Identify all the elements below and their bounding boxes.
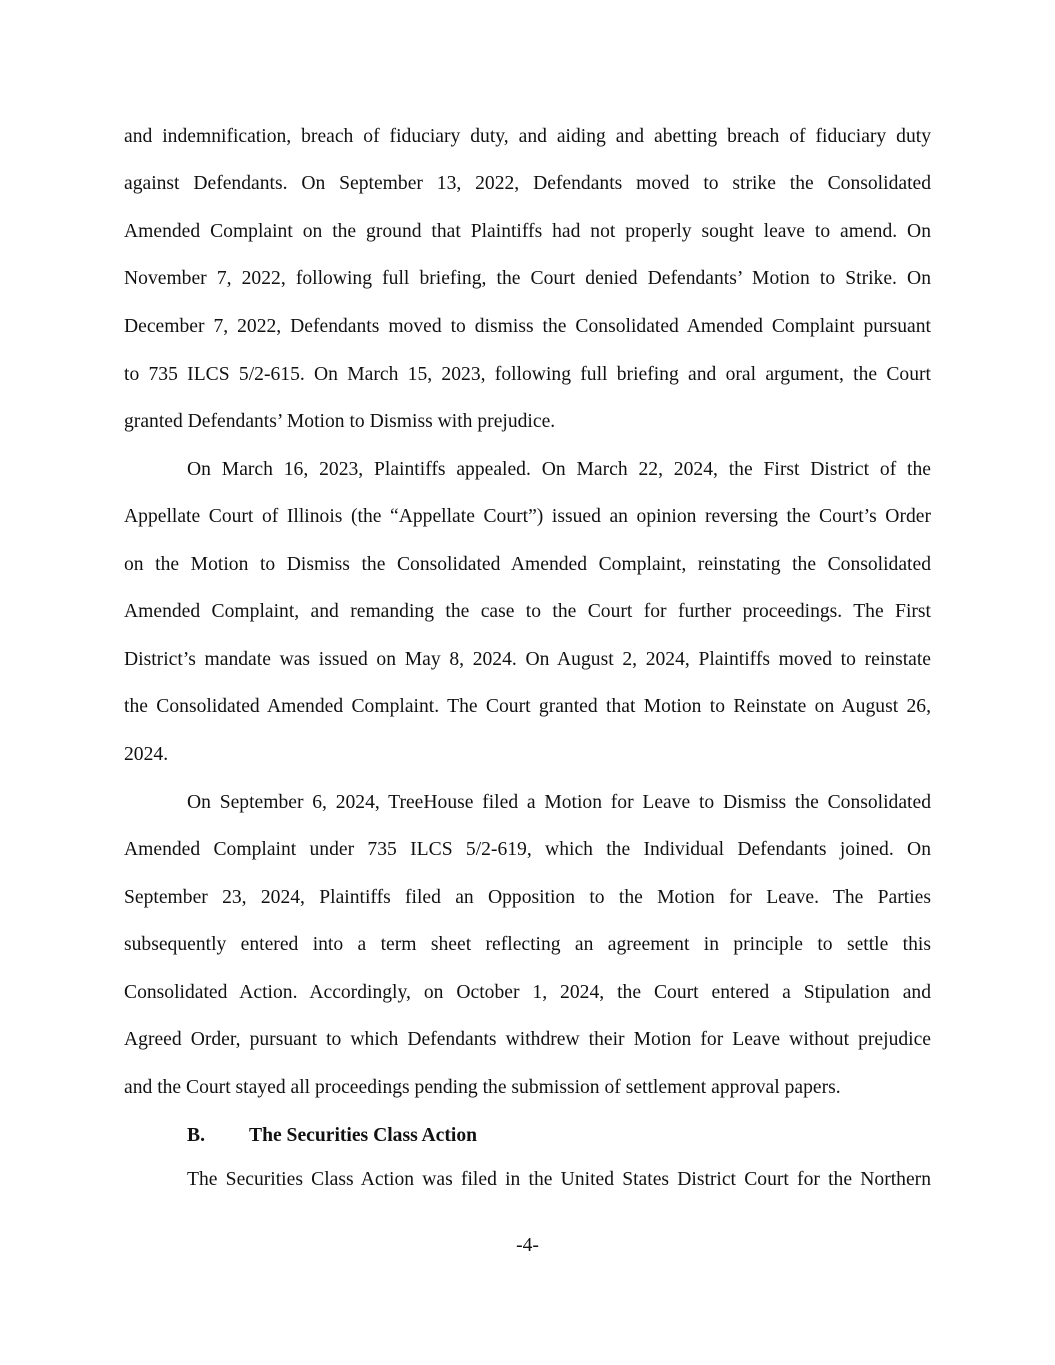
paragraph-3-line-3: September 23, 2024, Plaintiffs filed an Opposition to the Motion for Leave. The Parties bbox=[124, 887, 931, 908]
page-number: -4- bbox=[516, 1235, 539, 1256]
paragraph-1-line-6: to 735 ILCS 5/2-615. On March 15, 2023, following full briefing and oral argument, the Court bbox=[124, 364, 931, 385]
section-letter: B. bbox=[187, 1125, 205, 1146]
paragraph-1-line-3: Amended Complaint on the ground that Plaintiffs had not properly sought leave to amend. On bbox=[124, 221, 931, 242]
paragraph-2-line-1: On March 16, 2023, Plaintiffs appealed. On March 22, 2024, the First District of the bbox=[187, 459, 931, 480]
section-title: The Securities Class Action bbox=[249, 1125, 478, 1146]
section-b-line-1: The Securities Class Action was filed in the United States District Court for the Northern bbox=[187, 1169, 931, 1190]
paragraph-2-line-4: Amended Complaint, and remanding the case to the Court for further proceedings. The First bbox=[124, 601, 931, 622]
paragraph-3-line-5: Consolidated Action. Accordingly, on October 1, 2024, the Court entered a Stipulation and bbox=[124, 982, 931, 1003]
paragraph-1-line-5: December 7, 2022, Defendants moved to dismiss the Consolidated Amended Complaint pursuant bbox=[124, 316, 931, 337]
paragraph-1-line-7: granted Defendants’ Motion to Dismiss with prejudice. bbox=[124, 411, 556, 432]
paragraph-3-line-6: Agreed Order, pursuant to which Defendants withdrew their Motion for Leave without prejudice bbox=[124, 1029, 931, 1050]
paragraph-1-line-4: November 7, 2022, following full briefing, the Court denied Defendants’ Motion to Strike. On bbox=[124, 268, 931, 289]
paragraph-2-line-2: Appellate Court of Illinois (the “Appellate Court”) issued an opinion reversing the Court’s Order bbox=[124, 506, 931, 527]
paragraph-2-line-7: 2024. bbox=[124, 744, 169, 765]
paragraph-2-line-3: on the Motion to Dismiss the Consolidated Amended Complaint, reinstating the Consolidated bbox=[124, 554, 931, 575]
paragraph-3-line-4: subsequently entered into a term sheet reflecting an agreement in principle to settle this bbox=[124, 934, 931, 955]
section-heading bbox=[187, 1124, 477, 1148]
paragraph-2-line-6: the Consolidated Amended Complaint. The Court granted that Motion to Reinstate on August 26, bbox=[124, 696, 931, 717]
paragraph-1-line-2: against Defendants. On September 13, 2022, Defendants moved to strike the Consolidated bbox=[124, 173, 931, 194]
paragraph-3-line-2: Amended Complaint under 735 ILCS 5/2-619, which the Individual Defendants joined. On bbox=[124, 839, 931, 860]
paragraph-3-line-7: and the Court stayed all proceedings pending the submission of settlement approval papers. bbox=[124, 1077, 841, 1098]
paragraph-2-line-5: District’s mandate was issued on May 8, 2024. On August 2, 2024, Plaintiffs moved to reinstate bbox=[124, 649, 931, 670]
paragraph-1-line-1: and indemnification, breach of fiduciary duty, and aiding and abetting breach of fiduciary duty bbox=[124, 126, 931, 147]
paragraph-3-line-1: On September 6, 2024, TreeHouse filed a Motion for Leave to Dismiss the Consolidated bbox=[187, 792, 931, 813]
